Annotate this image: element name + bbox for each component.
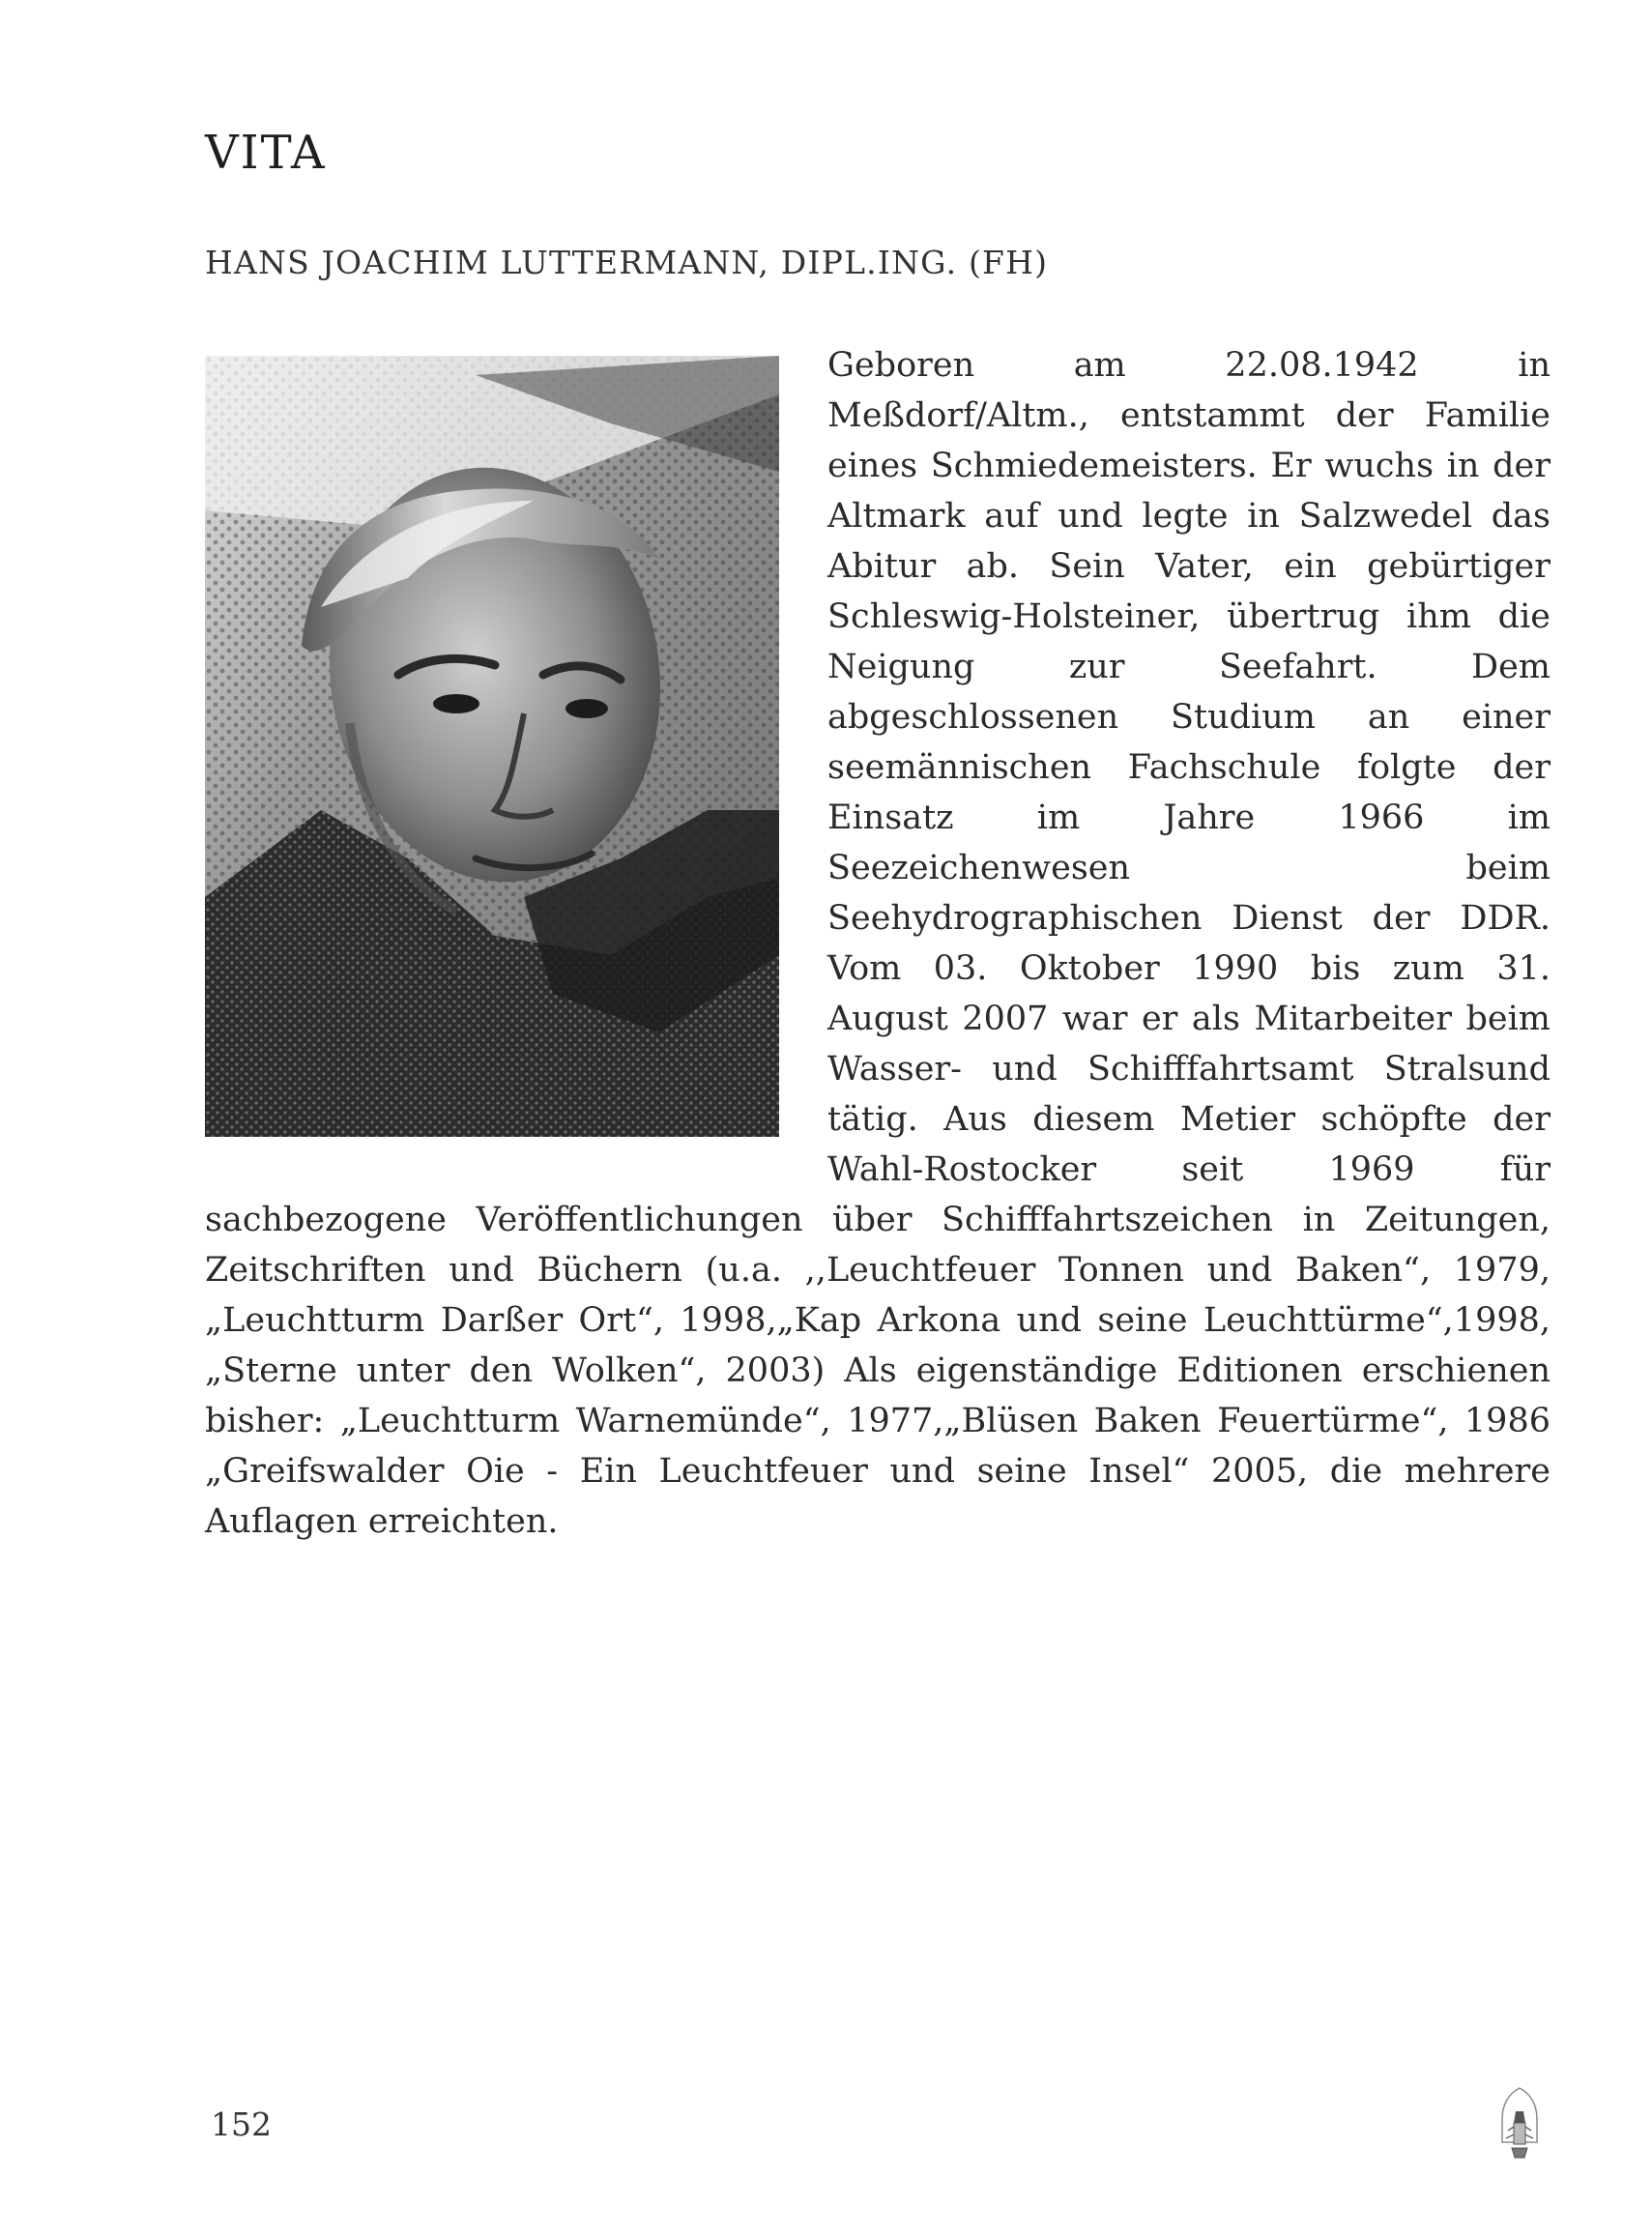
biography-text: Geboren am 22.08.1942 in Meßdorf/Altm., entstammt der Familie eines Schmiedemeisters. Er wuchs in der Altmark auf und legte in Salzwedel das Abitur ab. Sein Vater, ein gebürtiger Schleswig-Holsteiner, übertrug ihm die Neigung zur Seefahrt. Dem abgeschlossenen Studium an einer seemännischen Fachschule folgte der Einsatz im Jahre 1966 im Seezeichenwesen beim Seehydrographischen Dienst der DDR. Vom 03. Oktober 1990 bis zum 31. August 2007 war er als Mitarbeiter beim Wasser- und Schifffahrtsamt Stralsund tätig. Aus diesem Metier schöpfte der Wahl-Rostocker seit 1969 für sachbezogene Veröffentlichungen über Schifffahrtszeichen in Zeitungen, Zeitschriften und Büchern (u.a. ,,Leuchtfeuer Tonnen und Baken“, 1979,„Leuchtturm Darßer Ort“, 1998,„Kap Arkona und seine Leuchttürme“,1998, „Sterne unter den Wolken“, 2003) Als eigenständige Editionen erschienen bisher: „Leuchtturm Warnemünde“, 1977,„Blüsen Baken Feuertürme“, 1986 „Greifswalder Oie - Ein Leuchtfeuer und seine Insel“ 2005, die mehrere Auflagen erreichten. <box>205 346 1551 1541</box>
page-heading: VITA <box>205 126 327 180</box>
lighthouse-emblem-icon <box>1494 2084 1545 2162</box>
author-portrait <box>205 356 779 1137</box>
author-name: HANS JOACHIM LUTTERMANN, DIPL.ING. (FH) <box>205 244 1049 281</box>
biography-section <box>205 340 1551 1547</box>
portrait-image <box>205 356 779 1137</box>
page-number: 152 <box>211 2105 272 2143</box>
